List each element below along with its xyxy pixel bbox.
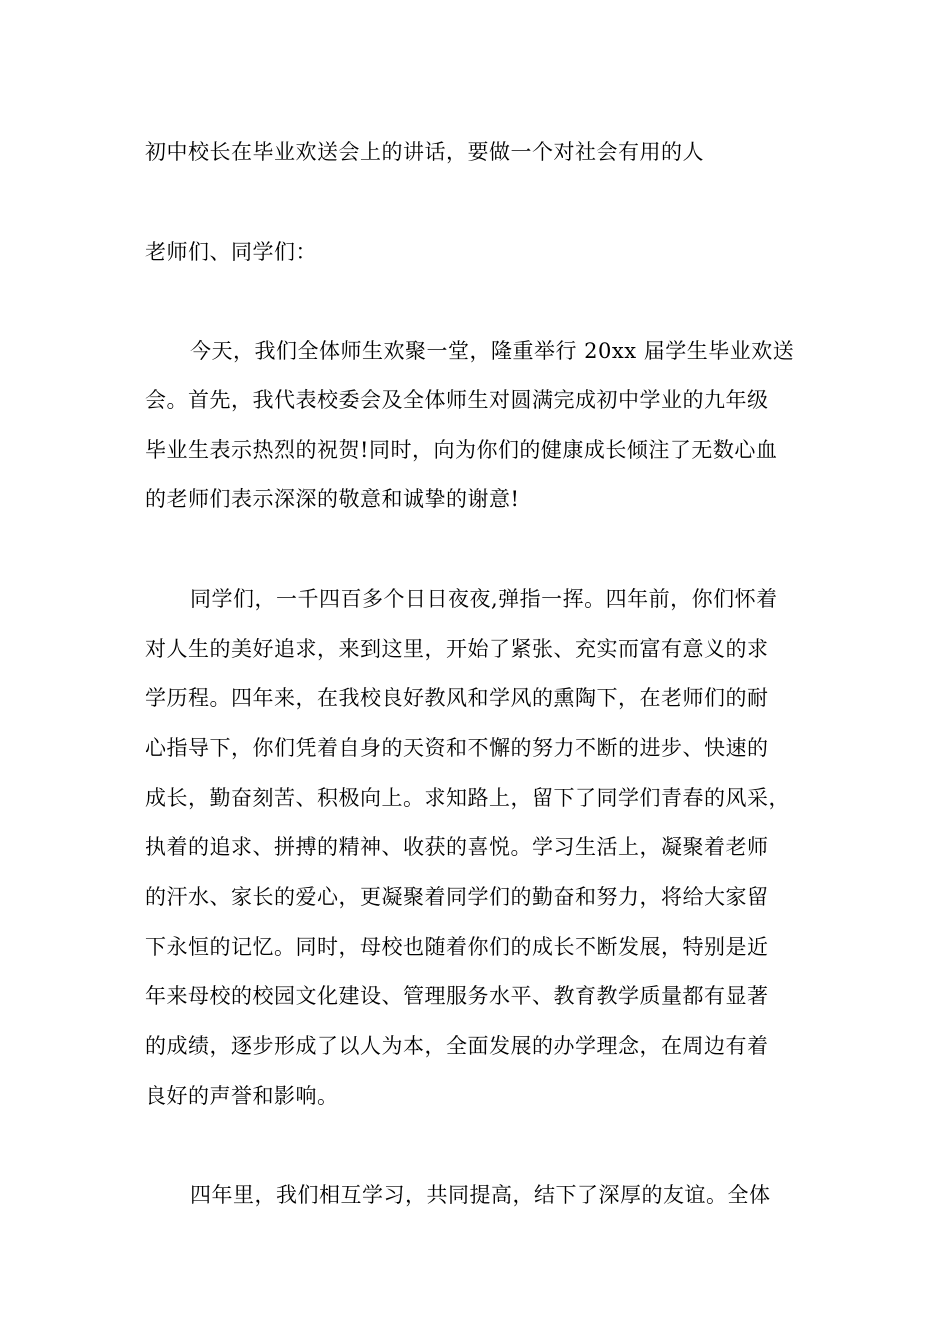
paragraph-line: 今天，我们全体师生欢聚一堂，隆重举行 20xx 届学生毕业欢送 xyxy=(190,339,795,363)
paragraph-line: 心指导下，你们凭着自身的天资和不懈的努力不断的进步、快速的 xyxy=(145,736,769,760)
document-title: 初中校长在毕业欢送会上的讲话，要做一个对社会有用的人 xyxy=(145,140,704,164)
paragraph-line: 成长，勤奋刻苦、积极向上。求知路上，留下了同学们青春的风采， xyxy=(145,786,790,810)
paragraph-line: 会。首先，我代表校委会及全体师生对圆满完成初中学业的九年级 xyxy=(145,388,769,412)
salutation: 老师们、同学们： xyxy=(145,240,317,264)
paragraph-line: 的汗水、家长的爱心，更凝聚着同学们的勤奋和努力，将给大家留 xyxy=(145,885,769,909)
paragraph-line: 的老师们表示深深的敬意和诚挚的谢意! xyxy=(145,487,520,511)
paragraph-line: 年来母校的校园文化建设、管理服务水平、教育教学质量都有显著 xyxy=(145,984,769,1008)
paragraph-line: 的成绩，逐步形成了以人为本，全面发展的办学理念，在周边有着 xyxy=(145,1034,769,1058)
paragraph-line: 下永恒的记忆。同时，母校也随着你们的成长不断发展，特别是近 xyxy=(145,935,769,959)
paragraph-line: 学历程。四年来，在我校良好教风和学风的熏陶下，在老师们的耐 xyxy=(145,686,769,710)
paragraph-line: 毕业生表示热烈的祝贺!同时，向为你们的健康成长倾注了无数心血 xyxy=(145,438,778,462)
paragraph-line: 四年里，我们相互学习，共同提高，结下了深厚的友谊。全体 xyxy=(190,1183,771,1207)
paragraph-line: 同学们，一千四百多个日日夜夜,弹指一挥。四年前，你们怀着 xyxy=(190,587,778,611)
paragraph-line: 良好的声誉和影响。 xyxy=(145,1084,339,1108)
paragraph-line: 对人生的美好追求，来到这里，开始了紧张、充实而富有意义的求 xyxy=(145,637,769,661)
paragraph-line: 执着的追求、拼搏的精神、收获的喜悦。学习生活上，凝聚着老师 xyxy=(145,835,769,859)
